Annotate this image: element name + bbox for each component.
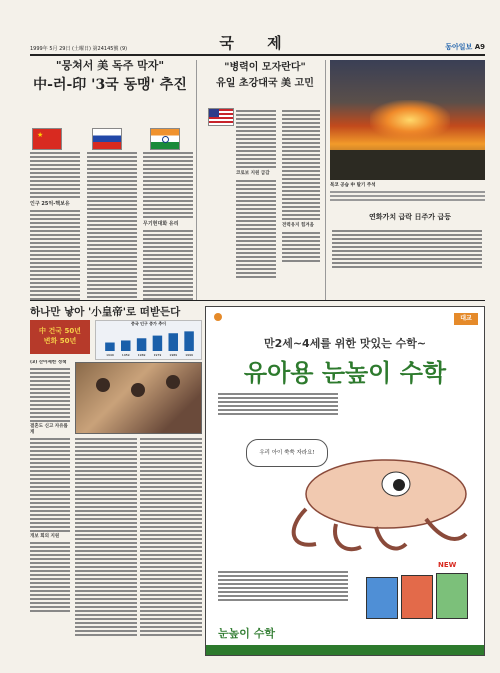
india-flag	[150, 128, 180, 150]
section-divider	[30, 300, 485, 301]
emperor-subhead-3: 개보 회의 지원	[30, 534, 60, 539]
yen-headline: 연화가치 급락 日주가 급등	[369, 212, 451, 221]
fire-blast	[370, 100, 450, 140]
emperor-headline: 하나만 낳아 '小皇帝'로 떠받든다	[30, 306, 181, 318]
right-headline-1: "병력이 모자란다"	[224, 62, 306, 73]
chart-x-tick: 1969	[137, 353, 146, 357]
badge-line-2: 변화 50년	[43, 337, 77, 345]
ad-header: 만2세~4세를 위한 맛있는 수학~	[263, 337, 427, 350]
squid-body	[306, 460, 466, 528]
book-cover[interactable]	[436, 573, 468, 619]
column-divider	[196, 60, 197, 300]
right-subhead-1: 코로보 지원 급감	[236, 171, 270, 176]
right-subhead-2: 전력유지 힘겨움	[282, 223, 314, 228]
ground-shape	[330, 150, 485, 180]
logo-icon	[214, 313, 222, 321]
ad-brand[interactable]: 눈높이 수학	[218, 627, 275, 640]
person-head	[131, 383, 145, 397]
chakra-icon	[162, 136, 169, 143]
page-masthead	[30, 30, 485, 56]
chart-bar	[105, 343, 115, 351]
chart-x-tick: 1959	[121, 353, 130, 357]
right-headline	[205, 62, 325, 89]
speech-bubble: 우리 아이 쑥쑥 자라요!	[246, 439, 328, 467]
section-title: 국 제	[219, 34, 296, 52]
star-icon: ★	[37, 131, 44, 139]
ad-features-text	[218, 569, 348, 619]
chart-x-tick: 1999	[185, 353, 193, 357]
photo-caption-title: 북코 공습 中 탈기 주석	[330, 183, 376, 188]
person-head	[166, 375, 180, 389]
yen-body	[332, 228, 482, 298]
emperor-body-col3	[140, 436, 202, 661]
person-head	[96, 378, 110, 392]
chart-x-tick: 1979	[153, 353, 162, 357]
ad-intro-text	[218, 391, 338, 431]
ad-title: 유아용 눈높이 수학	[243, 359, 447, 387]
lead-subhead-1: 인구 25억-핵보유	[30, 201, 70, 207]
paper-name	[445, 42, 485, 52]
page-number: A9	[474, 43, 485, 51]
emperor-subhead-2: 결혼도 신고 자유롭게	[30, 424, 68, 435]
lead-headline-1: "뭉쳐서 美 독주 막자"	[55, 59, 165, 72]
chart-svg	[96, 327, 201, 357]
lead-headline	[30, 60, 190, 100]
chart-x-tick: 1949	[106, 353, 114, 357]
photo-caption	[330, 183, 485, 203]
lead-headline-2: 中-러-印 '3국 동맹' 추진	[33, 76, 187, 93]
chart-bar	[121, 340, 131, 351]
ad-footer-bar	[206, 645, 484, 655]
book-cover[interactable]	[401, 575, 433, 619]
badge-line-1: 中 건국 50년	[39, 327, 81, 335]
lead-subhead-2: 무기현대화 유리	[143, 221, 179, 227]
book-cover[interactable]	[366, 577, 398, 619]
squid-pupil	[393, 479, 405, 491]
tentacle	[294, 509, 316, 545]
column-divider-2	[325, 60, 326, 300]
chart-x-tick: 1989	[169, 353, 178, 357]
emperor-body-col1	[30, 360, 70, 660]
chart-bar	[184, 331, 194, 351]
ad-topline	[214, 313, 222, 321]
chart-bar	[153, 336, 163, 351]
chart-title: 중국 인구 증가 추이	[130, 321, 167, 326]
new-label: NEW	[438, 561, 457, 569]
chart-bar	[169, 333, 179, 351]
flag-canton	[209, 109, 219, 117]
anniversary-badge	[30, 320, 90, 354]
right-body-col2	[282, 108, 320, 298]
emperor-subhead-1: (3) 산아제한 정책	[30, 360, 67, 365]
ad-company-badge: 대교	[454, 313, 478, 325]
tentacle	[376, 527, 406, 549]
lead-body-col1	[30, 150, 80, 300]
usa-flag	[208, 108, 234, 126]
lead-body-col3	[143, 150, 193, 300]
right-body-col1	[236, 108, 276, 298]
photo-airstrike	[330, 60, 485, 180]
dateline: 1999年 5月 29日 (土曜日) 第24145號 (9)	[30, 46, 128, 52]
emperor-body-col2	[75, 436, 137, 661]
paper-name-text: 동아일보	[445, 43, 473, 51]
chart-bar	[137, 338, 147, 351]
tentacle	[335, 524, 361, 549]
population-chart	[95, 320, 202, 360]
china-flag	[32, 128, 62, 150]
advertisement[interactable]	[205, 306, 485, 656]
right-headline-2: 유일 초강대국 美 고민	[216, 77, 314, 89]
lead-body-col2	[87, 150, 137, 300]
russia-flag	[92, 128, 122, 150]
family-photo	[75, 362, 202, 434]
